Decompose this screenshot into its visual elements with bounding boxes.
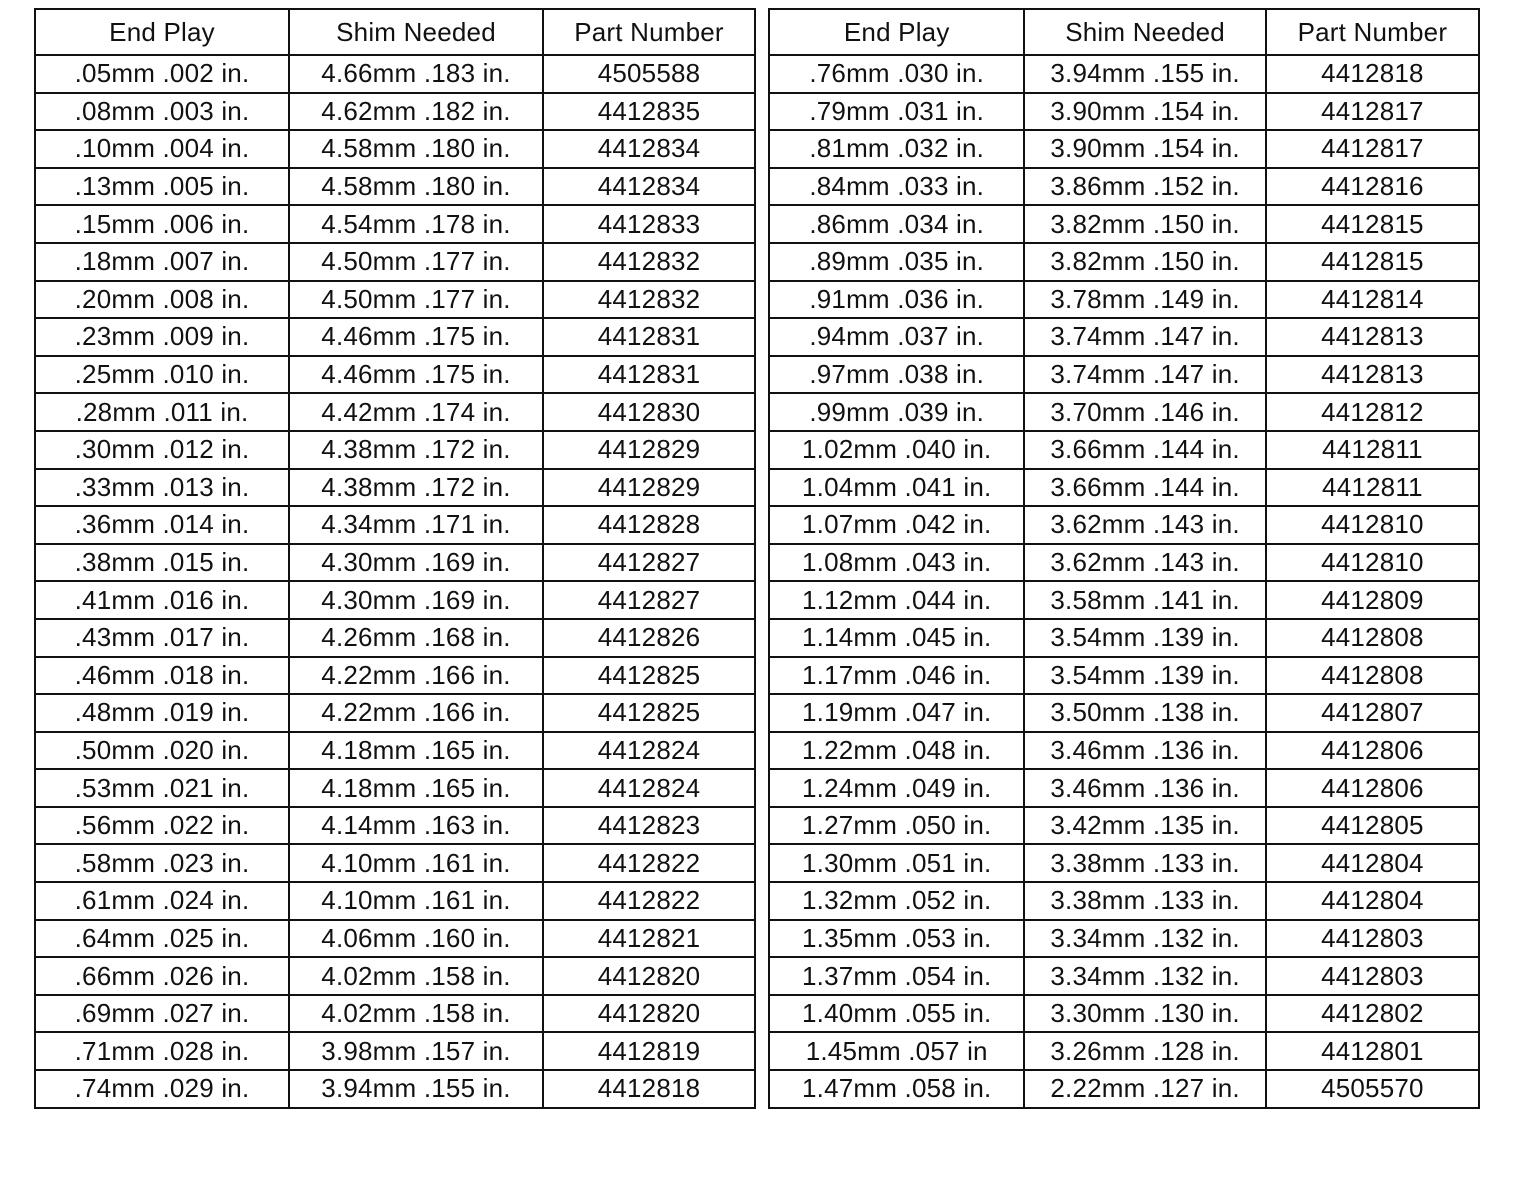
table-row (35, 769, 755, 807)
table-row (35, 205, 755, 243)
table-row (35, 882, 755, 920)
end-play-cell: 1.07mm .042 in. (769, 506, 1024, 544)
table-row (769, 844, 1479, 882)
table-row (35, 657, 755, 695)
end-play-cell: .38mm .015 in. (35, 544, 289, 582)
table-row (769, 657, 1479, 695)
end-play-cell: .61mm .024 in. (35, 882, 289, 920)
shim-needed-cell: 3.34mm .132 in. (1024, 957, 1265, 995)
table-row (35, 281, 755, 319)
shim-needed-cell: 4.02mm .158 in. (289, 957, 543, 995)
shim-needed-cell: 4.50mm .177 in. (289, 243, 543, 281)
end-play-cell: 1.32mm .052 in. (769, 882, 1024, 920)
end-play-cell: 1.17mm .046 in. (769, 657, 1024, 695)
end-play-cell: .13mm .005 in. (35, 168, 289, 206)
table-row (35, 243, 755, 281)
table-row (35, 506, 755, 544)
part-number-cell: 4412803 (1266, 920, 1479, 958)
end-play-cell: .08mm .003 in. (35, 93, 289, 131)
table-row (35, 1032, 755, 1070)
header-end-play: End Play (35, 9, 289, 55)
header-shim-needed: Shim Needed (1024, 9, 1265, 55)
end-play-cell: 1.35mm .053 in. (769, 920, 1024, 958)
end-play-cell: .50mm .020 in. (35, 732, 289, 770)
table-row (769, 281, 1479, 319)
shim-needed-cell: 3.62mm .143 in. (1024, 544, 1265, 582)
shim-needed-cell: 4.58mm .180 in. (289, 130, 543, 168)
end-play-cell: .86mm .034 in. (769, 205, 1024, 243)
part-number-cell: 4412805 (1266, 807, 1479, 845)
shim-needed-cell: 4.46mm .175 in. (289, 356, 543, 394)
table-row (35, 581, 755, 619)
part-number-cell: 4412832 (543, 281, 755, 319)
end-play-cell: 1.02mm .040 in. (769, 431, 1024, 469)
shim-needed-cell: 3.62mm .143 in. (1024, 506, 1265, 544)
table-row (35, 544, 755, 582)
end-play-cell: .33mm .013 in. (35, 469, 289, 507)
header-end-play: End Play (769, 9, 1024, 55)
shim-needed-cell: 3.42mm .135 in. (1024, 807, 1265, 845)
shim-needed-cell: 4.18mm .165 in. (289, 732, 543, 770)
table-row (769, 769, 1479, 807)
end-play-cell: .71mm .028 in. (35, 1032, 289, 1070)
header-shim-needed: Shim Needed (289, 9, 543, 55)
part-number-cell: 4412831 (543, 318, 755, 356)
part-number-cell: 4412828 (543, 506, 755, 544)
part-number-cell: 4412815 (1266, 205, 1479, 243)
part-number-cell: 4412811 (1266, 431, 1479, 469)
shim-needed-cell: 3.34mm .132 in. (1024, 920, 1265, 958)
table-row (35, 356, 755, 394)
part-number-cell: 4412827 (543, 581, 755, 619)
shim-needed-cell: 4.34mm .171 in. (289, 506, 543, 544)
end-play-cell: .25mm .010 in. (35, 356, 289, 394)
part-number-cell: 4412830 (543, 393, 755, 431)
part-number-cell: 4412827 (543, 544, 755, 582)
table-row (35, 168, 755, 206)
shim-needed-cell: 3.94mm .155 in. (289, 1070, 543, 1108)
end-play-cell: .69mm .027 in. (35, 995, 289, 1033)
table-row (35, 995, 755, 1033)
table-row (35, 469, 755, 507)
part-number-cell: 4412815 (1266, 243, 1479, 281)
end-play-cell: .94mm .037 in. (769, 318, 1024, 356)
end-play-cell: .81mm .032 in. (769, 130, 1024, 168)
table-row (35, 844, 755, 882)
end-play-cell: 1.40mm .055 in. (769, 995, 1024, 1033)
table-row (769, 506, 1479, 544)
shim-needed-cell: 4.30mm .169 in. (289, 581, 543, 619)
end-play-cell: 1.27mm .050 in. (769, 807, 1024, 845)
part-number-cell: 4412804 (1266, 882, 1479, 920)
end-play-cell: .36mm .014 in. (35, 506, 289, 544)
end-play-cell: 1.04mm .041 in. (769, 469, 1024, 507)
shim-needed-cell: 4.42mm .174 in. (289, 393, 543, 431)
shim-needed-cell: 4.10mm .161 in. (289, 844, 543, 882)
shim-needed-cell: 3.66mm .144 in. (1024, 469, 1265, 507)
part-number-cell: 4412813 (1266, 318, 1479, 356)
table-row (769, 694, 1479, 732)
end-play-cell: 1.24mm .049 in. (769, 769, 1024, 807)
shim-needed-cell: 4.22mm .166 in. (289, 657, 543, 695)
end-play-cell: .48mm .019 in. (35, 694, 289, 732)
end-play-cell: 1.08mm .043 in. (769, 544, 1024, 582)
end-play-cell: .89mm .035 in. (769, 243, 1024, 281)
shim-needed-cell: 3.54mm .139 in. (1024, 619, 1265, 657)
part-number-cell: 4412829 (543, 469, 755, 507)
header-part-number: Part Number (543, 9, 755, 55)
end-play-cell: .56mm .022 in. (35, 807, 289, 845)
table-row (769, 55, 1479, 93)
shim-needed-cell: 3.98mm .157 in. (289, 1032, 543, 1070)
table-row (35, 93, 755, 131)
end-play-cell: .46mm .018 in. (35, 657, 289, 695)
end-play-cell: .18mm .007 in. (35, 243, 289, 281)
table-row (35, 920, 755, 958)
shim-needed-cell: 3.46mm .136 in. (1024, 769, 1265, 807)
part-number-cell: 4412818 (1266, 55, 1479, 93)
shim-needed-cell: 3.74mm .147 in. (1024, 318, 1265, 356)
part-number-cell: 4412806 (1266, 732, 1479, 770)
table-row (769, 318, 1479, 356)
table-row (769, 205, 1479, 243)
part-number-cell: 4412811 (1266, 469, 1479, 507)
part-number-cell: 4412834 (543, 130, 755, 168)
part-number-cell: 4412835 (543, 93, 755, 131)
shim-needed-cell: 3.82mm .150 in. (1024, 205, 1265, 243)
table-row (769, 544, 1479, 582)
table-row (769, 356, 1479, 394)
part-number-cell: 4412826 (543, 619, 755, 657)
table-row (769, 619, 1479, 657)
part-number-cell: 4505570 (1266, 1070, 1479, 1108)
header-row (769, 9, 1479, 55)
end-play-cell: .64mm .025 in. (35, 920, 289, 958)
shim-needed-cell: 3.38mm .133 in. (1024, 844, 1265, 882)
shim-needed-cell: 4.54mm .178 in. (289, 205, 543, 243)
table-row (35, 431, 755, 469)
shim-needed-cell: 4.50mm .177 in. (289, 281, 543, 319)
end-play-cell: 1.12mm .044 in. (769, 581, 1024, 619)
table-row (35, 130, 755, 168)
end-play-cell: 1.47mm .058 in. (769, 1070, 1024, 1108)
table-row (35, 55, 755, 93)
shim-needed-cell: 4.58mm .180 in. (289, 168, 543, 206)
part-number-cell: 4412814 (1266, 281, 1479, 319)
part-number-cell: 4412822 (543, 882, 755, 920)
end-play-cell: 1.14mm .045 in. (769, 619, 1024, 657)
part-number-cell: 4412833 (543, 205, 755, 243)
table-row (769, 431, 1479, 469)
shim-needed-cell: 3.30mm .130 in. (1024, 995, 1265, 1033)
end-play-cell: .20mm .008 in. (35, 281, 289, 319)
part-number-cell: 4412821 (543, 920, 755, 958)
shim-needed-cell: 4.18mm .165 in. (289, 769, 543, 807)
part-number-cell: 4505588 (543, 55, 755, 93)
end-play-cell: .91mm .036 in. (769, 281, 1024, 319)
shim-needed-cell: 4.06mm .160 in. (289, 920, 543, 958)
part-number-cell: 4412817 (1266, 130, 1479, 168)
part-number-cell: 4412820 (543, 995, 755, 1033)
end-play-cell: .23mm .009 in. (35, 318, 289, 356)
table-row (35, 732, 755, 770)
part-number-cell: 4412831 (543, 356, 755, 394)
part-number-cell: 4412834 (543, 168, 755, 206)
part-number-cell: 4412812 (1266, 393, 1479, 431)
table-row (35, 694, 755, 732)
shim-needed-cell: 4.38mm .172 in. (289, 431, 543, 469)
shim-needed-cell: 4.02mm .158 in. (289, 995, 543, 1033)
part-number-cell: 4412829 (543, 431, 755, 469)
shim-needed-cell: 4.46mm .175 in. (289, 318, 543, 356)
shim-needed-cell: 3.94mm .155 in. (1024, 55, 1265, 93)
part-number-cell: 4412806 (1266, 769, 1479, 807)
end-play-cell: .99mm .039 in. (769, 393, 1024, 431)
part-number-cell: 4412813 (1266, 356, 1479, 394)
end-play-cell: 1.37mm .054 in. (769, 957, 1024, 995)
part-number-cell: 4412802 (1266, 995, 1479, 1033)
shim-needed-cell: 2.22mm .127 in. (1024, 1070, 1265, 1108)
end-play-cell: .43mm .017 in. (35, 619, 289, 657)
shim-needed-cell: 4.66mm .183 in. (289, 55, 543, 93)
table-row (769, 243, 1479, 281)
end-play-cell: .74mm .029 in. (35, 1070, 289, 1108)
part-number-cell: 4412808 (1266, 657, 1479, 695)
shim-needed-cell: 3.70mm .146 in. (1024, 393, 1265, 431)
part-number-cell: 4412810 (1266, 544, 1479, 582)
end-play-cell: .53mm .021 in. (35, 769, 289, 807)
end-play-cell: .05mm .002 in. (35, 55, 289, 93)
table-row (769, 1032, 1479, 1070)
end-play-cell: 1.22mm .048 in. (769, 732, 1024, 770)
end-play-cell: .30mm .012 in. (35, 431, 289, 469)
shim-needed-cell: 4.38mm .172 in. (289, 469, 543, 507)
shim-needed-cell: 4.26mm .168 in. (289, 619, 543, 657)
part-number-cell: 4412809 (1266, 581, 1479, 619)
table-row (769, 581, 1479, 619)
shim-needed-cell: 4.10mm .161 in. (289, 882, 543, 920)
table-row (769, 807, 1479, 845)
shim-chart (34, 8, 1480, 1109)
part-number-cell: 4412804 (1266, 844, 1479, 882)
end-play-cell: .66mm .026 in. (35, 957, 289, 995)
table-row (769, 882, 1479, 920)
part-number-cell: 4412808 (1266, 619, 1479, 657)
table-row (35, 393, 755, 431)
end-play-cell: .76mm .030 in. (769, 55, 1024, 93)
shim-needed-cell: 3.90mm .154 in. (1024, 93, 1265, 131)
shim-table-left (34, 8, 756, 1109)
table-row (35, 807, 755, 845)
shim-needed-cell: 3.54mm .139 in. (1024, 657, 1265, 695)
part-number-cell: 4412825 (543, 657, 755, 695)
part-number-cell: 4412824 (543, 732, 755, 770)
table-row (769, 1070, 1479, 1108)
table-row (769, 995, 1479, 1033)
table-row (35, 619, 755, 657)
part-number-cell: 4412822 (543, 844, 755, 882)
table-row (769, 93, 1479, 131)
shim-needed-cell: 3.86mm .152 in. (1024, 168, 1265, 206)
part-number-cell: 4412832 (543, 243, 755, 281)
table-row (35, 957, 755, 995)
shim-needed-cell: 4.62mm .182 in. (289, 93, 543, 131)
end-play-cell: 1.45mm .057 in (769, 1032, 1024, 1070)
shim-needed-cell: 3.82mm .150 in. (1024, 243, 1265, 281)
shim-needed-cell: 4.14mm .163 in. (289, 807, 543, 845)
shim-needed-cell: 3.46mm .136 in. (1024, 732, 1265, 770)
part-number-cell: 4412801 (1266, 1032, 1479, 1070)
part-number-cell: 4412823 (543, 807, 755, 845)
table-row (35, 318, 755, 356)
end-play-cell: 1.30mm .051 in. (769, 844, 1024, 882)
shim-needed-cell: 3.26mm .128 in. (1024, 1032, 1265, 1070)
part-number-cell: 4412825 (543, 694, 755, 732)
end-play-cell: .28mm .011 in. (35, 393, 289, 431)
shim-needed-cell: 4.30mm .169 in. (289, 544, 543, 582)
end-play-cell: .58mm .023 in. (35, 844, 289, 882)
part-number-cell: 4412816 (1266, 168, 1479, 206)
end-play-cell: .79mm .031 in. (769, 93, 1024, 131)
table-row (769, 957, 1479, 995)
table-row (769, 393, 1479, 431)
part-number-cell: 4412810 (1266, 506, 1479, 544)
table-row (769, 168, 1479, 206)
end-play-cell: .10mm .004 in. (35, 130, 289, 168)
part-number-cell: 4412803 (1266, 957, 1479, 995)
shim-table-right (768, 8, 1480, 1109)
part-number-cell: 4412807 (1266, 694, 1479, 732)
part-number-cell: 4412818 (543, 1070, 755, 1108)
shim-needed-cell: 3.38mm .133 in. (1024, 882, 1265, 920)
part-number-cell: 4412820 (543, 957, 755, 995)
shim-needed-cell: 4.22mm .166 in. (289, 694, 543, 732)
shim-needed-cell: 3.50mm .138 in. (1024, 694, 1265, 732)
end-play-cell: .41mm .016 in. (35, 581, 289, 619)
shim-needed-cell: 3.74mm .147 in. (1024, 356, 1265, 394)
end-play-cell: .97mm .038 in. (769, 356, 1024, 394)
header-part-number: Part Number (1266, 9, 1479, 55)
part-number-cell: 4412824 (543, 769, 755, 807)
part-number-cell: 4412817 (1266, 93, 1479, 131)
part-number-cell: 4412819 (543, 1032, 755, 1070)
end-play-cell: 1.19mm .047 in. (769, 694, 1024, 732)
table-row (769, 732, 1479, 770)
shim-needed-cell: 3.78mm .149 in. (1024, 281, 1265, 319)
table-row (35, 1070, 755, 1108)
table-row (769, 469, 1479, 507)
end-play-cell: .84mm .033 in. (769, 168, 1024, 206)
shim-needed-cell: 3.66mm .144 in. (1024, 431, 1265, 469)
table-row (769, 920, 1479, 958)
shim-needed-cell: 3.90mm .154 in. (1024, 130, 1265, 168)
header-row (35, 9, 755, 55)
table-row (769, 130, 1479, 168)
end-play-cell: .15mm .006 in. (35, 205, 289, 243)
shim-needed-cell: 3.58mm .141 in. (1024, 581, 1265, 619)
